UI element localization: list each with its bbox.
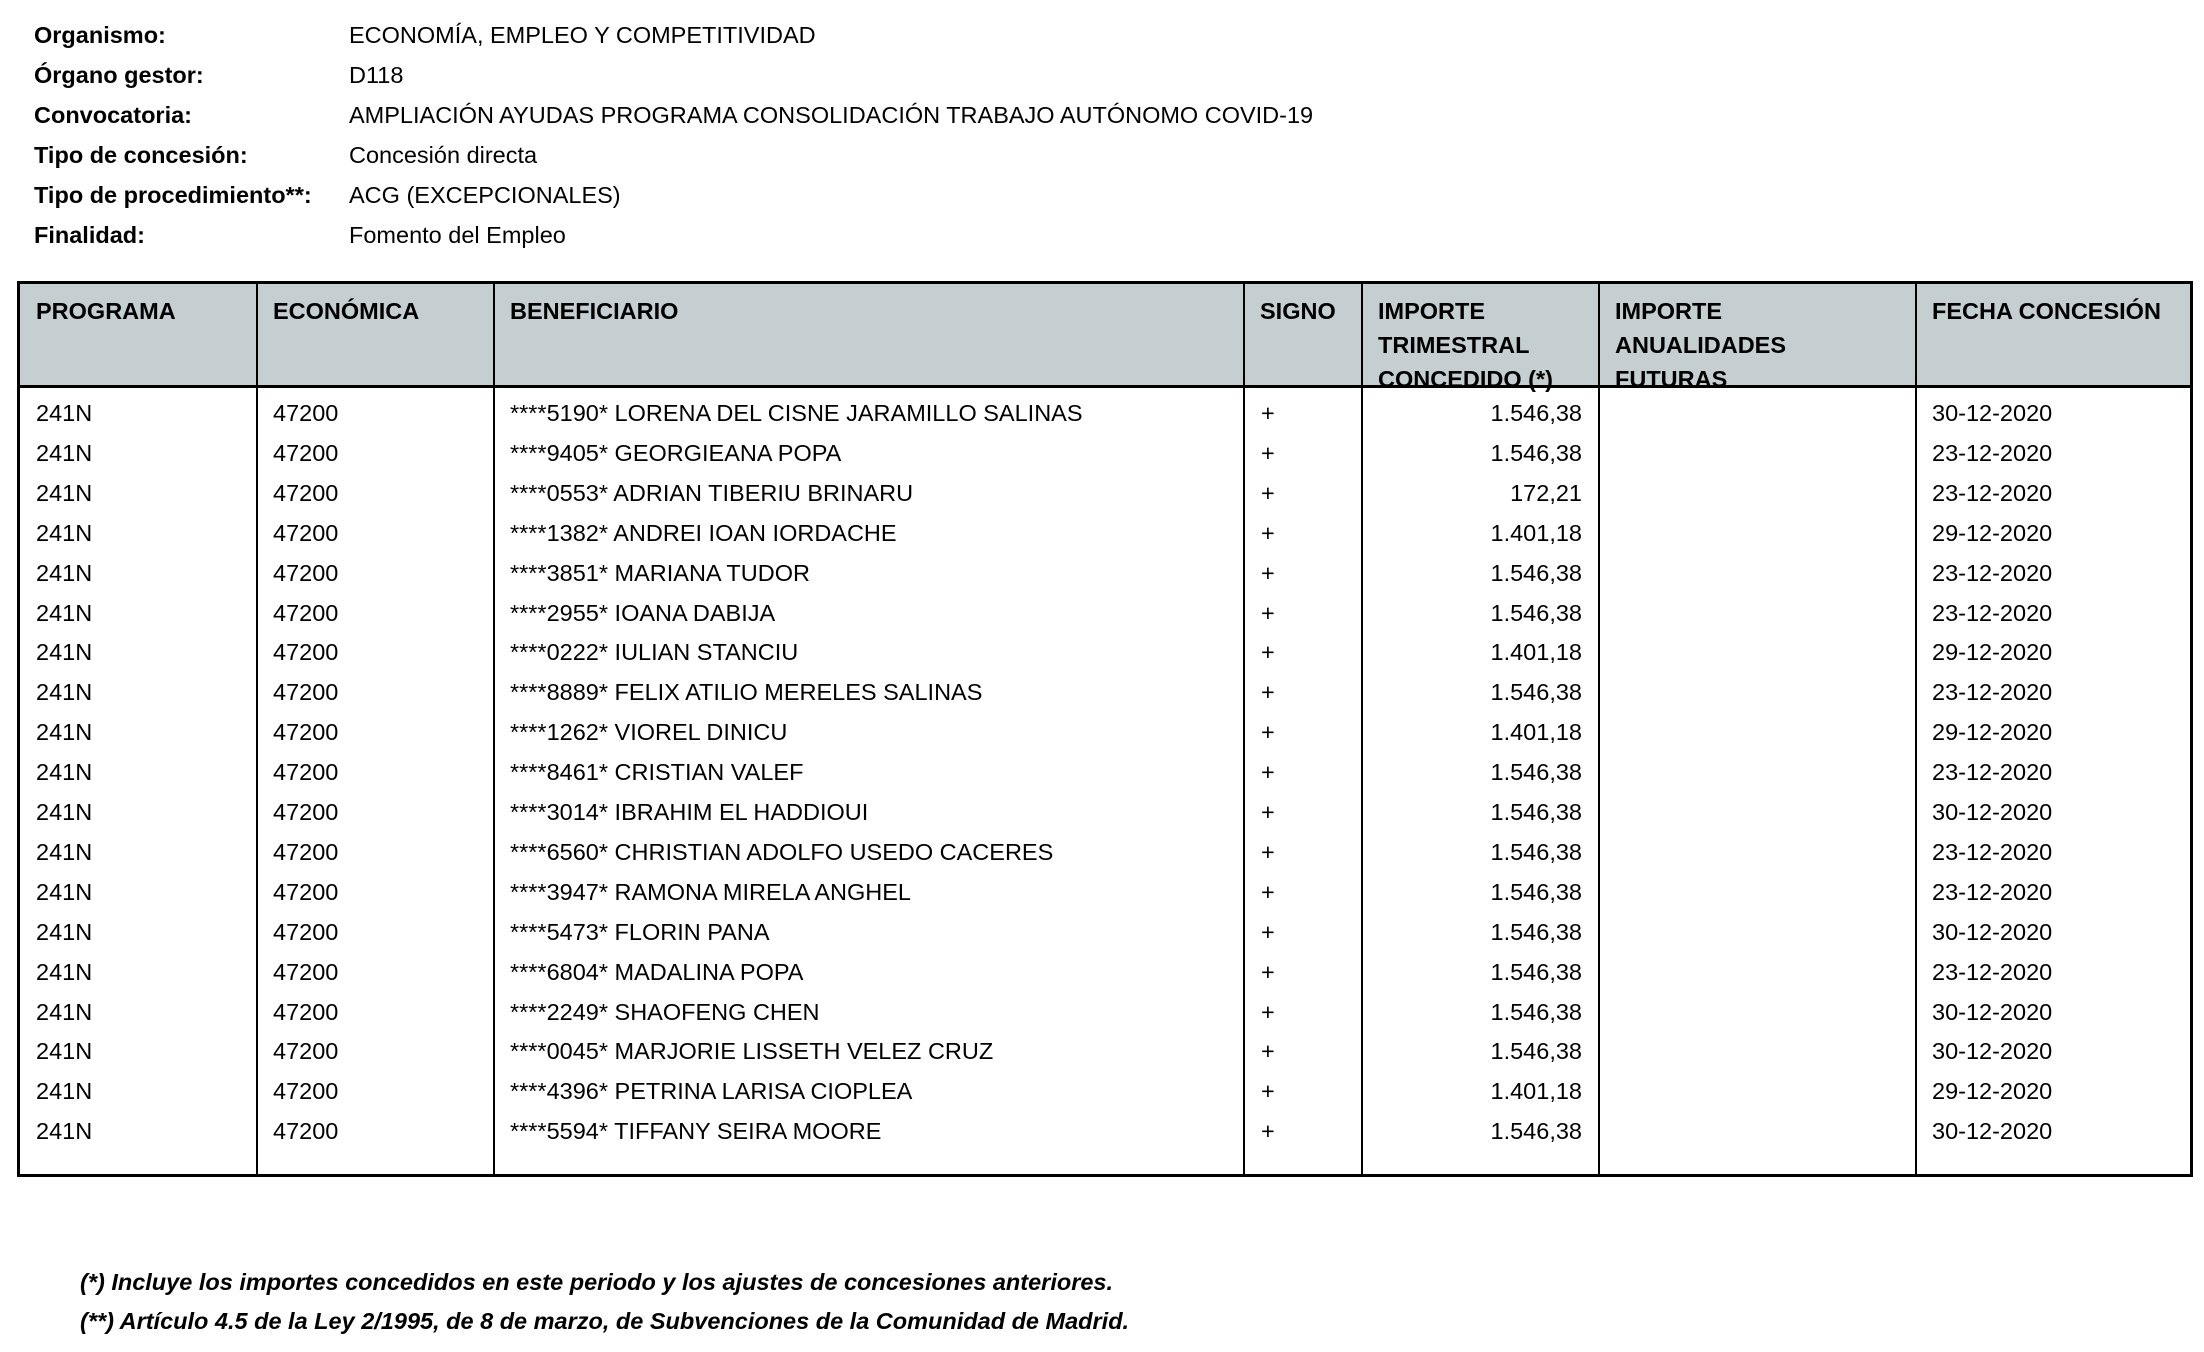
cell-signo: + <box>1261 719 1275 746</box>
table-row <box>20 792 2190 832</box>
cell-programa: 241N <box>36 1078 93 1105</box>
cell-programa: 241N <box>36 519 93 546</box>
header-importe-trimestral: IMPORTE TRIMESTRAL CONCEDIDO (*) <box>1378 298 1553 392</box>
cell-fecha: 30-12-2020 <box>1932 918 2053 945</box>
header-importe-anualidades: IMPORTE ANUALIDADES FUTURAS <box>1615 298 1787 392</box>
header-fecha-concesion: FECHA CONCESIÓN <box>1932 298 2161 324</box>
cell-economica: 47200 <box>273 479 339 506</box>
meta-label: Convocatoria: <box>34 102 192 128</box>
cell-signo: + <box>1261 439 1275 466</box>
cell-beneficiario: ****0045* MARJORIE LISSETH VELEZ CRUZ <box>510 1038 994 1065</box>
meta-row-organo-gestor <box>34 55 1534 95</box>
cell-importe: 1.401,18 <box>1490 639 1582 666</box>
cell-signo: + <box>1261 958 1275 985</box>
cell-signo: + <box>1261 878 1275 905</box>
table-row <box>20 832 2190 872</box>
cell-economica: 47200 <box>273 519 339 546</box>
cell-fecha: 23-12-2020 <box>1932 759 2053 786</box>
cell-fecha: 30-12-2020 <box>1932 998 2053 1025</box>
cell-fecha: 23-12-2020 <box>1932 599 2053 626</box>
table-row <box>20 992 2190 1032</box>
header-signo: SIGNO <box>1260 298 1336 324</box>
cell-importe: 1.546,38 <box>1490 918 1582 945</box>
cell-signo: + <box>1261 679 1275 706</box>
cell-beneficiario: ****5594* TIFFANY SEIRA MOORE <box>510 1118 882 1145</box>
cell-economica: 47200 <box>273 878 339 905</box>
meta-value: D118 <box>349 62 404 88</box>
cell-signo: + <box>1261 1118 1275 1145</box>
cell-signo: + <box>1261 918 1275 945</box>
cell-economica: 47200 <box>273 998 339 1025</box>
cell-programa: 241N <box>36 559 93 586</box>
cell-programa: 241N <box>36 439 93 466</box>
cell-economica: 47200 <box>273 759 339 786</box>
cell-beneficiario: ****6804* MADALINA POPA <box>510 958 804 985</box>
cell-economica: 47200 <box>273 958 339 985</box>
cell-importe: 1.546,38 <box>1490 958 1582 985</box>
cell-beneficiario: ****3014* IBRAHIM EL HADDIOUI <box>510 799 869 825</box>
meta-label: Finalidad: <box>34 222 145 248</box>
cell-signo: + <box>1261 1078 1275 1105</box>
meta-label: Tipo de concesión: <box>34 142 248 168</box>
cell-signo: + <box>1261 759 1275 786</box>
cell-economica: 47200 <box>273 559 339 586</box>
cell-fecha: 30-12-2020 <box>1932 1118 2053 1145</box>
meta-row-organismo <box>34 15 1534 55</box>
cell-economica: 47200 <box>273 1038 339 1065</box>
cell-importe: 1.546,38 <box>1490 1038 1582 1065</box>
cell-beneficiario: ****8461* CRISTIAN VALEF <box>510 759 804 786</box>
cell-fecha: 23-12-2020 <box>1932 679 2053 706</box>
cell-signo: + <box>1261 1038 1275 1065</box>
cell-signo: + <box>1261 639 1275 666</box>
cell-signo: + <box>1261 799 1275 825</box>
cell-economica: 47200 <box>273 599 339 626</box>
cell-economica: 47200 <box>273 838 339 865</box>
footnote-importes: (*) Incluye los importes concedidos en este periodo y los ajustes de concesiones anteriores. <box>80 1269 1114 1295</box>
meta-row-finalidad <box>34 215 1534 255</box>
cell-beneficiario: ****8889* FELIX ATILIO MERELES SALINAS <box>510 679 983 706</box>
cell-fecha: 23-12-2020 <box>1932 958 2053 985</box>
cell-economica: 47200 <box>273 679 339 706</box>
cell-economica: 47200 <box>273 799 339 825</box>
cell-fecha: 30-12-2020 <box>1932 1038 2053 1065</box>
cell-importe: 1.546,38 <box>1490 998 1582 1025</box>
cell-beneficiario: ****5190* LORENA DEL CISNE JARAMILLO SALINAS <box>510 400 1083 426</box>
cell-programa: 241N <box>36 679 93 706</box>
cell-programa: 241N <box>36 958 93 985</box>
beneficiaries-table <box>17 281 2193 1177</box>
cell-importe: 1.546,38 <box>1490 1118 1582 1145</box>
meta-value: ACG (EXCEPCIONALES) <box>349 182 621 208</box>
cell-beneficiario: ****3947* RAMONA MIRELA ANGHEL <box>510 878 911 905</box>
cell-signo: + <box>1261 998 1275 1025</box>
table-row <box>20 473 2190 513</box>
table-row <box>20 632 2190 672</box>
cell-signo: + <box>1261 479 1275 506</box>
cell-beneficiario: ****4396* PETRINA LARISA CIOPLEA <box>510 1078 913 1105</box>
cell-fecha: 29-12-2020 <box>1932 519 2053 546</box>
table-row <box>20 672 2190 712</box>
cell-fecha: 23-12-2020 <box>1932 439 2053 466</box>
cell-signo: + <box>1261 838 1275 865</box>
meta-label: Órgano gestor: <box>34 62 204 88</box>
cell-importe: 1.546,38 <box>1490 599 1582 626</box>
cell-programa: 241N <box>36 479 93 506</box>
meta-label: Organismo: <box>34 22 166 48</box>
cell-fecha: 23-12-2020 <box>1932 479 2053 506</box>
table-row <box>20 712 2190 752</box>
table-row <box>20 872 2190 912</box>
cell-programa: 241N <box>36 1038 93 1065</box>
cell-signo: + <box>1261 519 1275 546</box>
meta-value: ECONOMÍA, EMPLEO Y COMPETITIVIDAD <box>349 22 816 48</box>
cell-signo: + <box>1261 559 1275 586</box>
meta-value: Concesión directa <box>349 142 538 168</box>
table-row <box>20 1111 2190 1151</box>
footnotes <box>80 1263 1129 1341</box>
cell-programa: 241N <box>36 599 93 626</box>
meta-label: Tipo de procedimiento**: <box>34 182 312 208</box>
table-row <box>20 433 2190 473</box>
cell-fecha: 29-12-2020 <box>1932 639 2053 666</box>
cell-importe: 1.546,38 <box>1490 799 1582 825</box>
cell-fecha: 29-12-2020 <box>1932 719 2053 746</box>
cell-beneficiario: ****1382* ANDREI IOAN IORDACHE <box>510 519 897 546</box>
cell-importe: 1.401,18 <box>1490 1078 1582 1105</box>
meta-row-convocatoria <box>34 95 1534 135</box>
table-row <box>20 593 2190 633</box>
table-row <box>20 952 2190 992</box>
table-row <box>20 752 2190 792</box>
cell-fecha: 23-12-2020 <box>1932 878 2053 905</box>
header-economica: ECONÓMICA <box>273 298 420 324</box>
cell-economica: 47200 <box>273 439 339 466</box>
cell-fecha: 23-12-2020 <box>1932 559 2053 586</box>
table-row <box>20 1031 2190 1071</box>
cell-fecha: 23-12-2020 <box>1932 838 2053 865</box>
cell-fecha: 29-12-2020 <box>1932 1078 2053 1105</box>
meta-value: Fomento del Empleo <box>349 222 566 248</box>
cell-programa: 241N <box>36 1118 93 1145</box>
cell-programa: 241N <box>36 998 93 1025</box>
table-row <box>20 553 2190 593</box>
cell-signo: + <box>1261 400 1275 426</box>
cell-fecha: 30-12-2020 <box>1932 799 2053 825</box>
cell-importe: 1.546,38 <box>1490 878 1582 905</box>
cell-importe: 1.401,18 <box>1490 519 1582 546</box>
header-programa: PROGRAMA <box>36 298 176 324</box>
cell-beneficiario: ****2955* IOANA DABIJA <box>510 599 776 626</box>
cell-beneficiario: ****0222* IULIAN STANCIU <box>510 639 799 666</box>
cell-importe: 1.546,38 <box>1490 559 1582 586</box>
cell-programa: 241N <box>36 759 93 786</box>
meta-row-tipo-concesion <box>34 135 1534 175</box>
cell-programa: 241N <box>36 918 93 945</box>
meta-value: AMPLIACIÓN AYUDAS PROGRAMA CONSOLIDACIÓN TRABAJO AUTÓNOMO COVID-19 <box>349 102 1314 128</box>
cell-beneficiario: ****9405* GEORGIEANA POPA <box>510 439 842 466</box>
table-header <box>20 284 2190 392</box>
cell-beneficiario: ****3851* MARIANA TUDOR <box>510 559 810 586</box>
cell-importe: 1.546,38 <box>1490 759 1582 786</box>
table-row <box>20 1071 2190 1111</box>
cell-beneficiario: ****5473* FLORIN PANA <box>510 918 770 945</box>
cell-programa: 241N <box>36 639 93 666</box>
cell-economica: 47200 <box>273 639 339 666</box>
cell-beneficiario: ****0553* ADRIAN TIBERIU BRINARU <box>510 479 914 506</box>
meta-row-tipo-procedimiento <box>34 175 1534 215</box>
table-row <box>20 393 2190 433</box>
cell-programa: 241N <box>36 400 93 426</box>
cell-programa: 241N <box>36 838 93 865</box>
cell-beneficiario: ****2249* SHAOFENG CHEN <box>510 998 820 1025</box>
metadata-block <box>34 15 1534 255</box>
cell-programa: 241N <box>36 719 93 746</box>
cell-importe: 1.401,18 <box>1490 719 1582 746</box>
cell-fecha: 30-12-2020 <box>1932 400 2053 426</box>
cell-importe: 172,21 <box>1510 479 1582 506</box>
cell-programa: 241N <box>36 878 93 905</box>
cell-importe: 1.546,38 <box>1490 679 1582 706</box>
cell-signo: + <box>1261 599 1275 626</box>
cell-importe: 1.546,38 <box>1490 439 1582 466</box>
cell-economica: 47200 <box>273 1118 339 1145</box>
footnote-ley: (**) Artículo 4.5 de la Ley 2/1995, de 8 de marzo, de Subvenciones de la Comunidad de Madrid. <box>80 1308 1130 1334</box>
cell-economica: 47200 <box>273 1078 339 1105</box>
cell-importe: 1.546,38 <box>1490 838 1582 865</box>
table-row <box>20 912 2190 952</box>
cell-economica: 47200 <box>273 719 339 746</box>
cell-beneficiario: ****6560* CHRISTIAN ADOLFO USEDO CACERES <box>510 838 1054 865</box>
cell-economica: 47200 <box>273 400 339 426</box>
cell-programa: 241N <box>36 799 93 825</box>
cell-beneficiario: ****1262* VIOREL DINICU <box>510 719 788 746</box>
header-beneficiario: BENEFICIARIO <box>510 298 679 324</box>
table-row <box>20 513 2190 553</box>
cell-economica: 47200 <box>273 918 339 945</box>
cell-importe: 1.546,38 <box>1490 400 1582 426</box>
